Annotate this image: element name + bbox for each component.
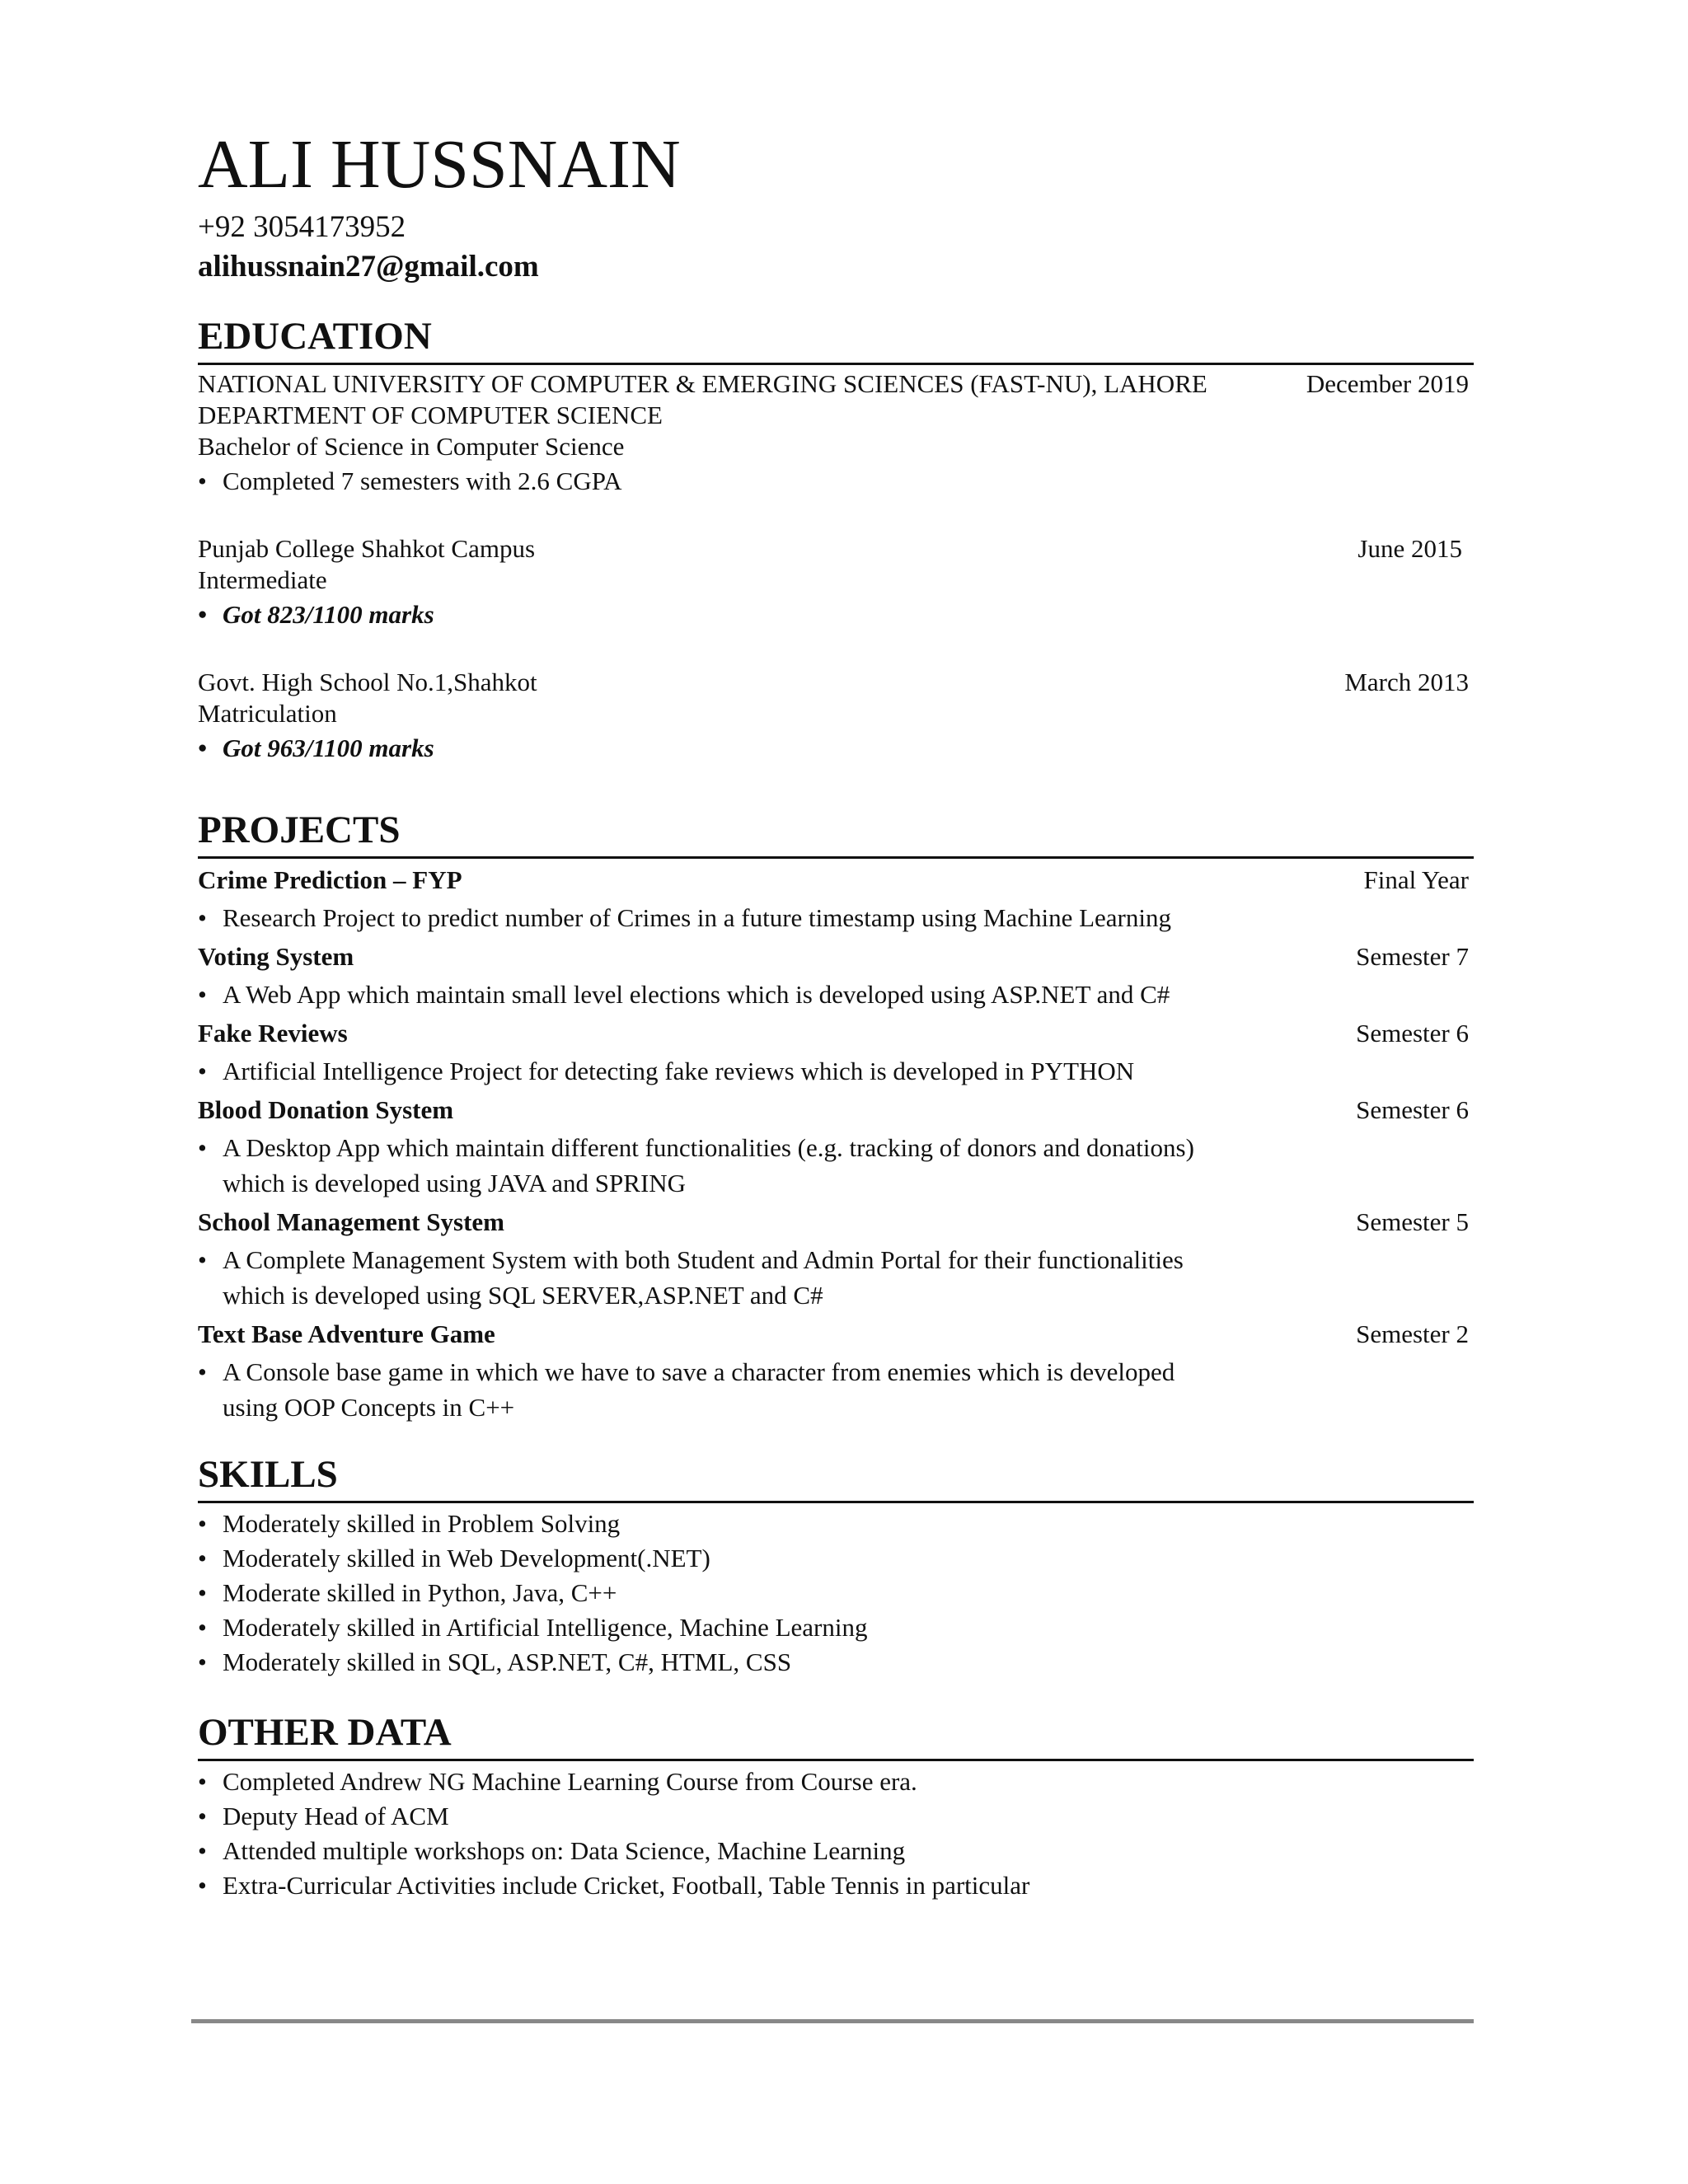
education-section	[198, 312, 1474, 766]
education-date: June 2015	[1357, 534, 1462, 563]
project-period: Semester 7	[1356, 942, 1469, 971]
skill-item: • Moderately skilled in Artificial Intelligence, Machine Learning	[198, 1610, 1474, 1645]
institution-name: NATIONAL UNIVERSITY OF COMPUTER & EMERGING SCIENCES (FAST-NU), LAHORE	[198, 369, 1207, 398]
section-divider	[198, 1759, 1474, 1761]
project-item	[198, 862, 1474, 935]
section-title-projects: PROJECTS	[198, 808, 401, 851]
project-description: • A Web App which maintain small level elections which is developed using ASP.NET and C#	[198, 977, 1474, 1012]
education-date: March 2013	[1344, 668, 1469, 696]
bullet-icon: •	[198, 980, 207, 1009]
bullet-icon: •	[198, 1871, 207, 1900]
education-entry	[198, 667, 1474, 766]
section-divider	[198, 363, 1474, 365]
resume-header	[198, 124, 1474, 287]
bullet-icon: •	[198, 600, 207, 629]
education-bullet: • Got 823/1100 marks	[198, 598, 1474, 632]
project-description: • A Desktop App which maintain different functionalities (e.g. tracking of donors and donations) which is developed using JAVA and SPRING	[198, 1130, 1474, 1201]
section-title-other-data: OTHER DATA	[198, 1711, 452, 1754]
resume-page	[198, 124, 1474, 1903]
bullet-icon: •	[198, 1509, 207, 1538]
projects-section	[198, 805, 1474, 1425]
other-data-item: • Extra-Curricular Activities include Cricket, Football, Table Tennis in particular	[198, 1868, 1474, 1903]
other-data-item: • Completed Andrew NG Machine Learning Course from Course era.	[198, 1765, 1474, 1799]
qualification-line: Intermediate	[198, 565, 327, 594]
bullet-icon: •	[198, 733, 207, 762]
project-period: Semester 2	[1356, 1319, 1469, 1348]
skill-item: • Moderate skilled in Python, Java, C++	[198, 1576, 1474, 1610]
other-data-item: • Attended multiple workshops on: Data Science, Machine Learning	[198, 1834, 1474, 1868]
department-line: DEPARTMENT OF COMPUTER SCIENCE	[198, 401, 663, 429]
education-date: December 2019	[1306, 369, 1469, 398]
project-item	[198, 939, 1474, 1012]
institution-name: Govt. High School No.1,Shahkot	[198, 668, 537, 696]
project-name: School Management System	[198, 1207, 504, 1236]
project-item	[198, 1204, 1474, 1313]
qualification-line: Matriculation	[198, 699, 337, 728]
section-title-skills: SKILLS	[198, 1453, 338, 1496]
section-divider	[198, 856, 1474, 859]
bullet-icon: •	[198, 1767, 207, 1796]
bullet-icon: •	[198, 466, 207, 495]
bullet-icon: •	[198, 1357, 207, 1386]
bullet-icon: •	[198, 1613, 207, 1642]
section-title-education: EDUCATION	[198, 315, 432, 358]
other-data-item: • Deputy Head of ACM	[198, 1799, 1474, 1834]
education-bullet: • Got 963/1100 marks	[198, 731, 1474, 766]
bullet-icon: •	[198, 1057, 207, 1085]
institution-name: Punjab College Shahkot Campus	[198, 534, 536, 563]
project-name: Crime Prediction – FYP	[198, 865, 462, 894]
project-period: Semester 6	[1356, 1019, 1469, 1047]
skill-item: • Moderately skilled in Web Development(.NET)	[198, 1541, 1474, 1576]
phone-number: +92 3054173952	[198, 210, 406, 244]
bullet-icon: •	[198, 1133, 207, 1162]
project-description: • Artificial Intelligence Project for detecting fake reviews which is developed in PYTHON	[198, 1053, 1474, 1089]
project-item	[198, 1092, 1474, 1201]
project-name: Fake Reviews	[198, 1019, 348, 1047]
project-name: Voting System	[198, 942, 354, 971]
project-period: Semester 5	[1356, 1207, 1469, 1236]
bullet-icon: •	[198, 1836, 207, 1865]
candidate-name: ALI HUSSNAIN	[198, 126, 681, 203]
section-divider	[198, 1501, 1474, 1503]
project-description: • A Console base game in which we have to save a character from enemies which is developed using OOP Concepts in C++	[198, 1354, 1474, 1425]
bullet-icon: •	[198, 903, 207, 932]
education-bullet: • Completed 7 semesters with 2.6 CGPA	[198, 464, 1474, 499]
project-name: Text Base Adventure Game	[198, 1319, 495, 1348]
degree-line: Bachelor of Science in Computer Science	[198, 432, 625, 461]
education-entry	[198, 368, 1474, 499]
bullet-icon: •	[198, 1647, 207, 1676]
project-description: • Research Project to predict number of Crimes in a future timestamp using Machine Learning	[198, 900, 1474, 935]
project-description: • A Complete Management System with both Student and Admin Portal for their functionalities which is developed using SQL SERVER,ASP.NET and C#	[198, 1242, 1474, 1313]
other-data-section	[198, 1708, 1474, 1903]
education-entry	[198, 533, 1474, 632]
project-item	[198, 1015, 1474, 1089]
project-name: Blood Donation System	[198, 1095, 454, 1124]
project-item	[198, 1316, 1474, 1425]
skill-item: • Moderately skilled in Problem Solving	[198, 1507, 1474, 1541]
bullet-icon: •	[198, 1802, 207, 1830]
project-period: Final Year	[1363, 865, 1469, 894]
skill-item: • Moderately skilled in SQL, ASP.NET, C#, HTML, CSS	[198, 1645, 1474, 1680]
skills-section	[198, 1450, 1474, 1680]
bullet-icon: •	[198, 1245, 207, 1274]
email-address: alihussnain27@gmail.com	[198, 250, 539, 284]
project-period: Semester 6	[1356, 1095, 1469, 1124]
footer-divider	[191, 2019, 1474, 2023]
bullet-icon: •	[198, 1544, 207, 1572]
bullet-icon: •	[198, 1578, 207, 1607]
